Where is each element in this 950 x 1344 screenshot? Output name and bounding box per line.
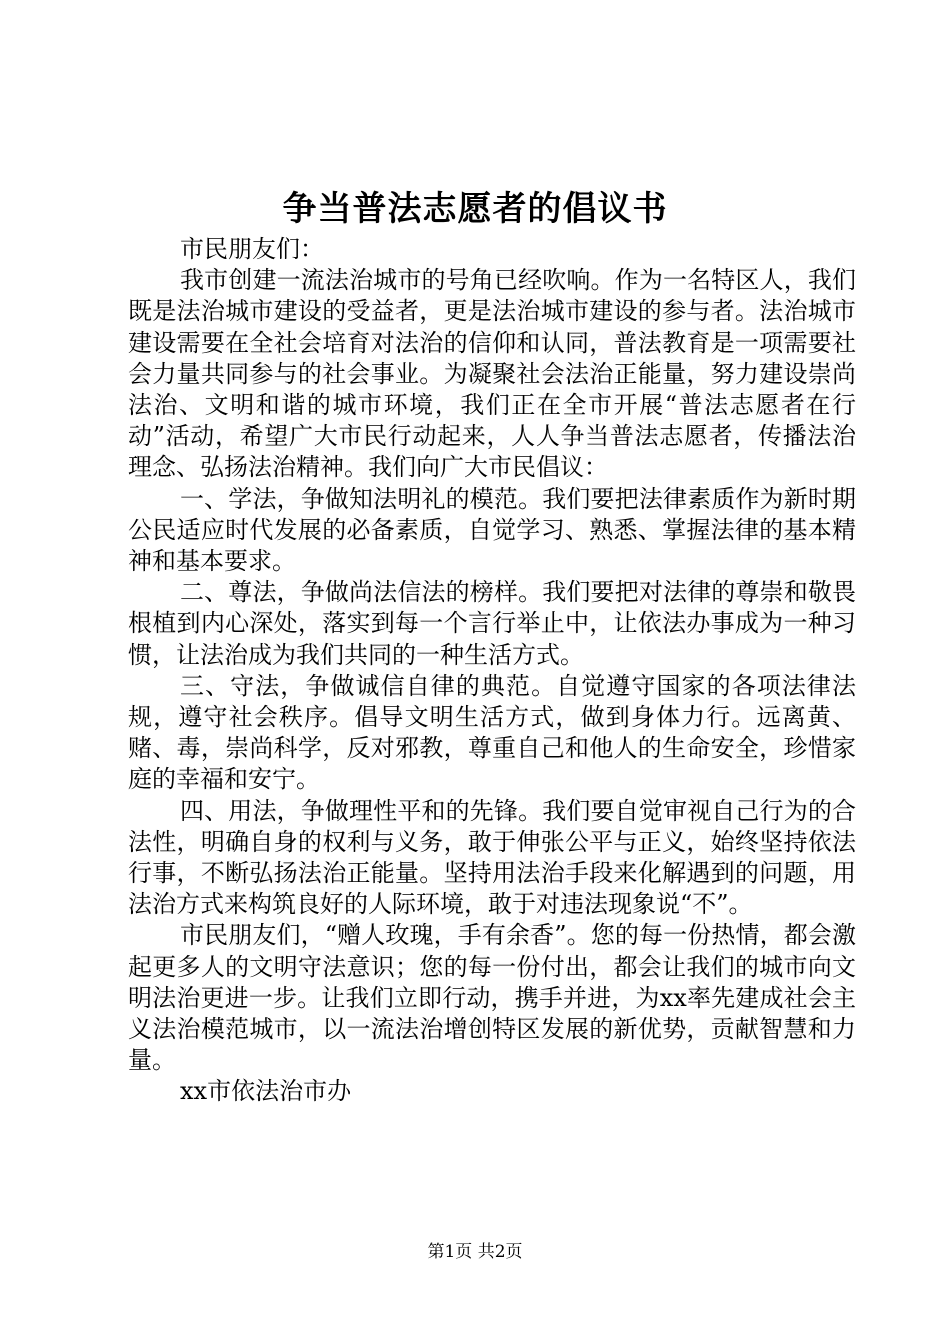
paragraph-respect-law: 二、尊法，争做尚法信法的榜样。我们要把对法律的尊崇和敬畏根植到内心深处，落实到每一个言行举止中，让依法办事成为一种习惯，让法治成为我们共同的一种生活方式。 bbox=[128, 578, 856, 669]
document-title: 争当普法志愿者的倡议书 bbox=[282, 189, 668, 229]
paragraph-learn-law: 一、学法，争做知法明礼的模范。我们要把法律素质作为新时期公民适应时代发展的必备素质，自觉学习、熟悉、掌握法律的基本精神和基本要求。 bbox=[128, 484, 856, 576]
paragraph-use-law: 四、用法，争做理性平和的先锋。我们要自觉审视自己行为的合法性，明确自身的权利与义务，敢于伸张公平与正义，始终坚持依法行事，不断弘扬法治正能量。坚持用法治手段来化解遇到的问题，用法治方式来构筑良好的人际环境，敢于对违法现象说“不”。 bbox=[128, 796, 856, 919]
paragraph-intro: 我市创建一流法治城市的号角已经吹响。作为一名特区人，我们既是法治城市建设的受益者，更是法治城市建设的参与者。法治城市建设需要在全社会培育对法治的信仰和认同，普法教育是一项需要社会力量共同参与的社会事业。为凝聚社会法治正能量，努力建设崇尚法治、文明和谐的城市环境，我们正在全市开展“普法志愿者在行动”活动，希望广大市民行动起来，人人争当普法志愿者，传播法治理念、弘扬法治精神。我们向广大市民倡议： bbox=[128, 266, 856, 482]
salutation: 市民朋友们： bbox=[180, 235, 324, 263]
paragraph-abide-law: 三、守法，争做诚信自律的典范。自觉遵守国家的各项法律法规，遵守社会秩序。倡导文明生活方式，做到身体力行。远离黄、赌、毒，崇尚科学，反对邪教，尊重自己和他人的生命安全，珍惜家庭的幸福和安宁。 bbox=[128, 671, 856, 794]
page-number: 第1页 共2页 bbox=[427, 1242, 523, 1262]
document-body bbox=[128, 234, 856, 1108]
paragraph-closing: 市民朋友们，“赠人玫瑰，手有余香”。您的每一份热情，都会激起更多人的文明守法意识；您的每一份付出，都会让我们的城市向文明法治更进一步。让我们立即行动，携手并进，为xx率先建成社会主义法治模范城市，以一流法治增创特区发展的新优势，贡献智慧和力量。 bbox=[128, 921, 856, 1075]
signature: xx市依法治市办 bbox=[180, 1077, 352, 1106]
